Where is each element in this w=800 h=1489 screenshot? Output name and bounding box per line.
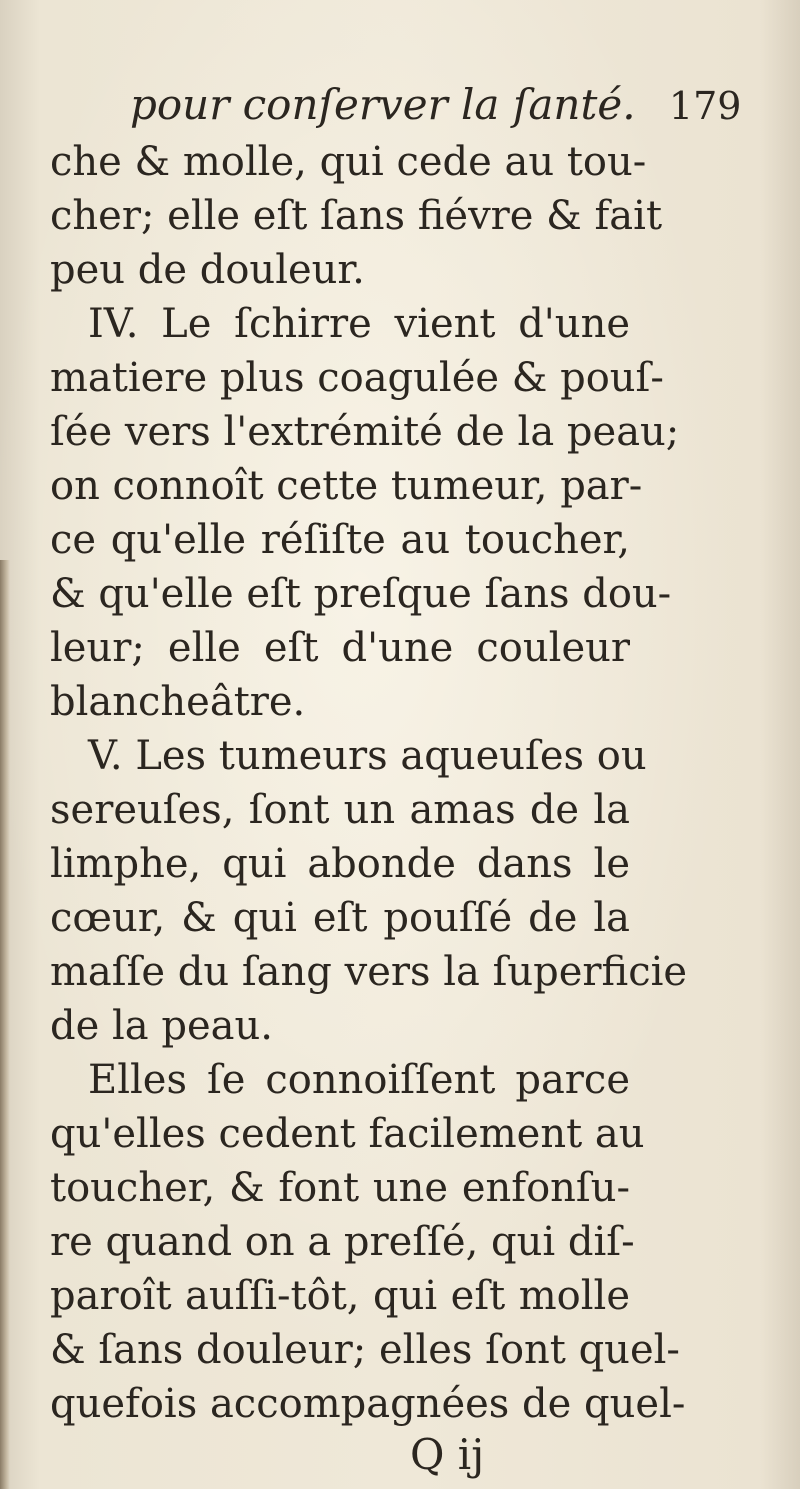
text-line: peu de douleur. bbox=[50, 247, 365, 293]
text-line: cher; elle eſt ſans fiévre & fait bbox=[50, 193, 663, 239]
page-number: 179 bbox=[668, 84, 742, 128]
text-line: limphe, qui abonde dans le bbox=[50, 841, 630, 887]
text-line: matiere plus coagulée & pouſ- bbox=[50, 355, 664, 401]
text-line: sereuſes, ſont un amas de la bbox=[50, 787, 630, 833]
text-line: leur; elle eſt d'une couleur bbox=[50, 625, 630, 671]
text-line: qu'elles cedent facilement au bbox=[50, 1111, 645, 1157]
text-line: paroît auſſi-tôt, qui eſt molle bbox=[50, 1273, 630, 1319]
text-line: & qu'elle eſt preſque ſans dou- bbox=[50, 571, 672, 617]
paragraph-start-line: Elles ſe connoiſſent parce bbox=[88, 1057, 630, 1103]
text-line: ſée vers l'extrémité de la peau; bbox=[50, 409, 680, 455]
running-header bbox=[130, 70, 742, 140]
text-line: blancheâtre. bbox=[50, 679, 306, 725]
text-line: maſſe du ſang vers la ſuperficie bbox=[50, 949, 688, 995]
text-line: che & molle, qui cede au tou- bbox=[50, 139, 647, 185]
text-line: & ſans douleur; elles ſont quel- bbox=[50, 1327, 680, 1373]
text-line: re quand on a preſſé, qui diſ- bbox=[50, 1219, 635, 1265]
text-line: quefois accompagnées de quel- bbox=[50, 1381, 686, 1427]
text-line: toucher, & font une enfonſu- bbox=[50, 1165, 630, 1211]
signature-mark: Q ij bbox=[410, 1430, 485, 1479]
running-title: pour conſerver la ſanté. bbox=[130, 80, 636, 129]
section-v-heading-line: V. Les tumeurs aqueuſes ou bbox=[88, 733, 647, 779]
text-line: ce qu'elle réſiſte au toucher, bbox=[50, 517, 630, 563]
text-line: cœur, & qui eſt pouſſé de la bbox=[50, 895, 630, 941]
text-line: on connoît cette tumeur, par- bbox=[50, 463, 643, 509]
text-line: de la peau. bbox=[50, 1003, 273, 1049]
page-binding-shadow bbox=[0, 560, 10, 1489]
section-iv-heading-line: IV. Le ſchirre vient d'une bbox=[88, 301, 630, 347]
